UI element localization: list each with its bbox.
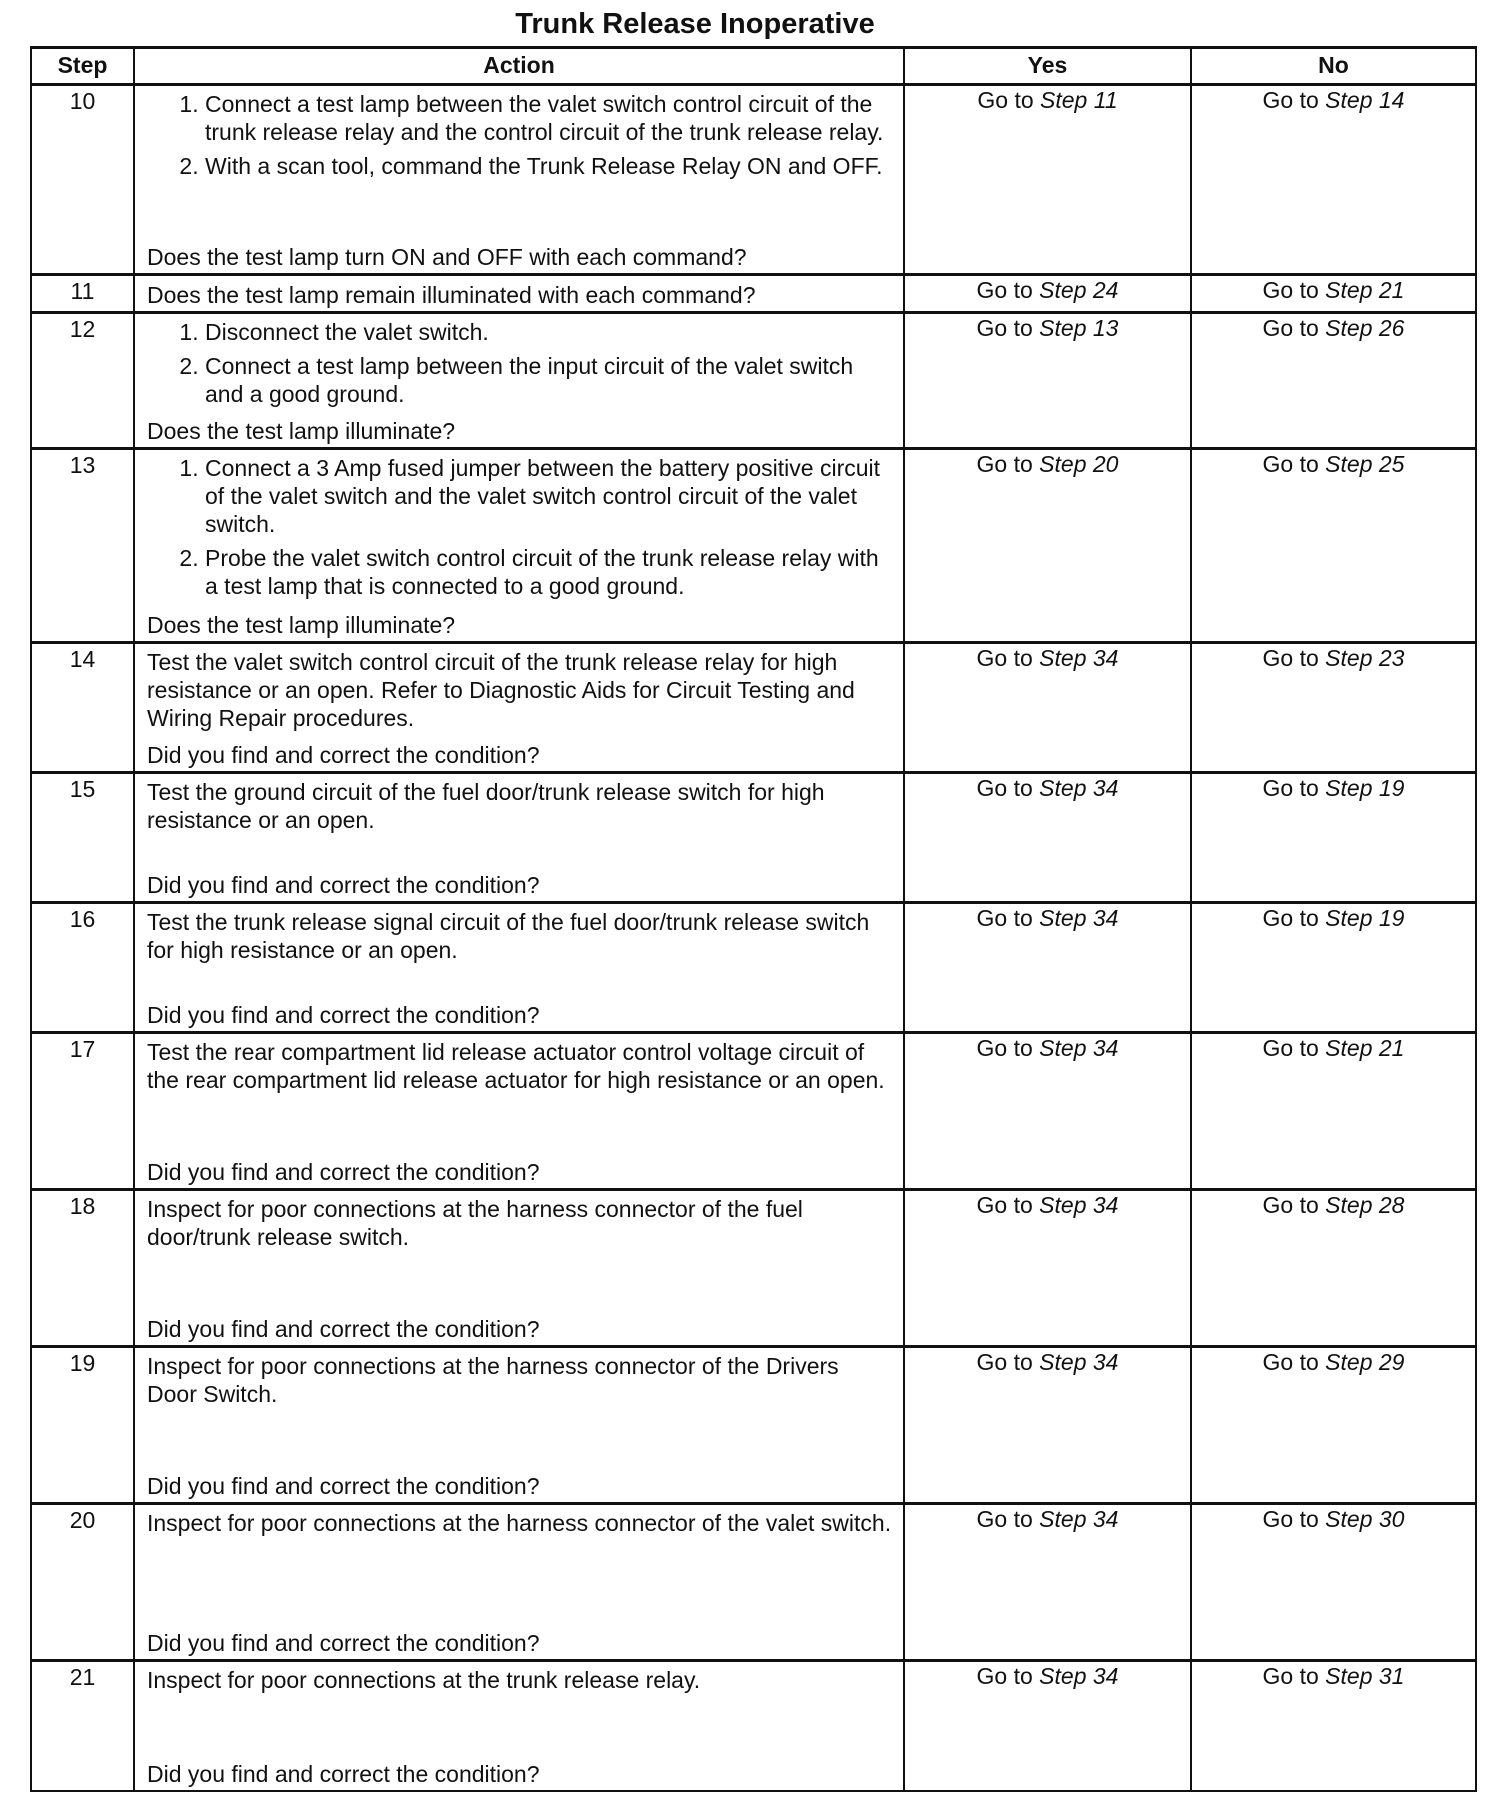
answer-no-cell (1191, 643, 1476, 773)
instruction-item: 1. Disconnect the valet switch. (205, 318, 893, 346)
goto-prefix: Go to (1262, 1192, 1319, 1218)
goto-prefix: Go to (1262, 1663, 1319, 1689)
action-cell (134, 313, 904, 449)
answer-no-cell (1191, 313, 1476, 449)
question-text: Did you find and correct the condition? (147, 872, 540, 898)
goto-prefix: Go to (976, 277, 1033, 303)
step-number: 21 (31, 1661, 134, 1791)
answer-yes-cell (904, 903, 1191, 1033)
goto-step-link[interactable]: Step 29 (1325, 1349, 1405, 1375)
instruction-list (147, 454, 893, 600)
goto-step-link[interactable]: Step 34 (1039, 1506, 1119, 1532)
diagnostic-table (30, 46, 1477, 1792)
goto-prefix: Go to (976, 775, 1033, 801)
action-cell (134, 1347, 904, 1504)
goto-prefix: Go to (976, 1349, 1033, 1375)
header-no: No (1191, 48, 1476, 85)
action-text: Test the ground circuit of the fuel door/trunk release switch for high resistance or an open. (147, 779, 825, 833)
goto-step-link[interactable]: Step 34 (1039, 1035, 1119, 1061)
answer-no-cell (1191, 1190, 1476, 1347)
goto-prefix: Go to (1262, 645, 1319, 671)
goto-step-link[interactable]: Step 34 (1039, 775, 1119, 801)
table-row (31, 643, 1476, 773)
goto-prefix: Go to (976, 1035, 1033, 1061)
action-text: Inspect for poor connections at the harness connector of the valet switch. (147, 1510, 892, 1536)
goto-prefix: Go to (976, 645, 1033, 671)
goto-prefix: Go to (1262, 1506, 1319, 1532)
table-body (31, 85, 1476, 1791)
goto-prefix: Go to (976, 905, 1033, 931)
action-cell (134, 1033, 904, 1190)
instruction-item: 2. With a scan tool, command the Trunk Release Relay ON and OFF. (205, 152, 893, 180)
step-number: 10 (31, 85, 134, 275)
table-row (31, 275, 1476, 313)
answer-no-cell (1191, 275, 1476, 313)
goto-step-link[interactable]: Step 25 (1325, 451, 1405, 477)
goto-step-link[interactable]: Step 30 (1325, 1506, 1405, 1532)
action-cell (134, 449, 904, 643)
instruction-item: 2. Connect a test lamp between the input circuit of the valet switch and a good ground. (205, 352, 893, 408)
goto-prefix: Go to (1262, 775, 1319, 801)
question-text: Does the test lamp illuminate? (147, 418, 456, 444)
step-number: 13 (31, 449, 134, 643)
action-text: Inspect for poor connections at the harness connector of the fuel door/trunk release switch. (147, 1196, 803, 1250)
goto-step-link[interactable]: Step 21 (1325, 277, 1405, 303)
goto-step-link[interactable]: Step 20 (1039, 451, 1119, 477)
instruction-item: 1. Connect a test lamp between the valet switch control circuit of the trunk release relay and the control circuit of the trunk release relay. (205, 90, 893, 146)
table-row (31, 903, 1476, 1033)
goto-prefix: Go to (1262, 87, 1319, 113)
question-text: Did you find and correct the condition? (147, 1316, 540, 1342)
goto-step-link[interactable]: Step 34 (1039, 1192, 1119, 1218)
question-text: Does the test lamp turn ON and OFF with each command? (147, 244, 747, 270)
action-cell (134, 643, 904, 773)
goto-prefix: Go to (1262, 315, 1319, 341)
answer-yes-cell (904, 1033, 1191, 1190)
action-cell (134, 1504, 904, 1661)
table-row (31, 449, 1476, 643)
step-number: 16 (31, 903, 134, 1033)
action-text: Test the trunk release signal circuit of the fuel door/trunk release switch for high resistance or an open. (147, 909, 870, 963)
goto-prefix: Go to (1262, 1035, 1319, 1061)
question-text: Does the test lamp remain illuminated with each command? (147, 282, 756, 308)
goto-step-link[interactable]: Step 34 (1039, 905, 1119, 931)
table-row (31, 773, 1476, 903)
answer-no-cell (1191, 773, 1476, 903)
action-cell (134, 903, 904, 1033)
answer-no-cell (1191, 903, 1476, 1033)
answer-no-cell (1191, 1347, 1476, 1504)
goto-step-link[interactable]: Step 28 (1325, 1192, 1405, 1218)
question-text: Does the test lamp illuminate? (147, 612, 456, 638)
goto-step-link[interactable]: Step 19 (1325, 775, 1405, 801)
header-action: Action (134, 48, 904, 85)
goto-step-link[interactable]: Step 14 (1325, 87, 1405, 113)
table-row (31, 1661, 1476, 1791)
step-number: 18 (31, 1190, 134, 1347)
question-text: Did you find and correct the condition? (147, 1630, 540, 1656)
answer-no-cell (1191, 1661, 1476, 1791)
action-text: Inspect for poor connections at the trunk release relay. (147, 1667, 701, 1693)
action-cell (134, 1190, 904, 1347)
question-text: Did you find and correct the condition? (147, 1002, 540, 1028)
goto-prefix: Go to (977, 87, 1034, 113)
step-number: 14 (31, 643, 134, 773)
answer-yes-cell (904, 1504, 1191, 1661)
goto-step-link[interactable]: Step 23 (1325, 645, 1405, 671)
goto-step-link[interactable]: Step 34 (1039, 645, 1119, 671)
step-number: 17 (31, 1033, 134, 1190)
action-text: Inspect for poor connections at the harness connector of the Drivers Door Switch. (147, 1353, 839, 1407)
answer-yes-cell (904, 773, 1191, 903)
goto-prefix: Go to (976, 315, 1033, 341)
table-header-row (31, 48, 1476, 85)
action-cell (134, 275, 904, 313)
answer-yes-cell (904, 449, 1191, 643)
table-row (31, 313, 1476, 449)
action-cell (134, 85, 904, 275)
goto-prefix: Go to (976, 451, 1033, 477)
page-title: Trunk Release Inoperative (515, 8, 875, 40)
answer-yes-cell (904, 1347, 1191, 1504)
answer-yes-cell (904, 1190, 1191, 1347)
action-text: Test the valet switch control circuit of the trunk release relay for high resistance or an open. Refer to Diagnostic Aids for Circuit Testing and Wiring Repair procedures. (147, 649, 855, 731)
goto-prefix: Go to (976, 1192, 1033, 1218)
header-step: Step (31, 48, 134, 85)
action-cell (134, 773, 904, 903)
header-yes: Yes (904, 48, 1191, 85)
question-text: Did you find and correct the condition? (147, 742, 540, 768)
answer-yes-cell (904, 85, 1191, 275)
answer-yes-cell (904, 643, 1191, 773)
goto-step-link[interactable]: Step 26 (1325, 315, 1405, 341)
goto-step-link[interactable]: Step 34 (1039, 1349, 1119, 1375)
answer-no-cell (1191, 1504, 1476, 1661)
question-text: Did you find and correct the condition? (147, 1159, 540, 1185)
action-text: Test the rear compartment lid release actuator control voltage circuit of the rear compartment lid release actuator for high resistance or an open. (147, 1039, 885, 1093)
action-cell (134, 1661, 904, 1791)
table-row (31, 1190, 1476, 1347)
question-text: Did you find and correct the condition? (147, 1760, 540, 1787)
step-number: 19 (31, 1347, 134, 1504)
goto-step-link[interactable]: Step 21 (1325, 1035, 1405, 1061)
answer-no-cell (1191, 1033, 1476, 1190)
goto-prefix: Go to (976, 1506, 1033, 1532)
answer-yes-cell (904, 275, 1191, 313)
instruction-item: 2. Probe the valet switch control circuit of the trunk release relay with a test lamp that is connected to a good ground. (205, 544, 893, 600)
goto-step-link[interactable]: Step 24 (1039, 277, 1119, 303)
goto-step-link[interactable]: Step 31 (1325, 1663, 1405, 1689)
table-row (31, 1347, 1476, 1504)
goto-step-link[interactable]: Step 19 (1325, 905, 1405, 931)
answer-yes-cell (904, 1661, 1191, 1791)
answer-no-cell (1191, 449, 1476, 643)
step-number: 12 (31, 313, 134, 449)
goto-step-link[interactable]: Step 34 (1039, 1663, 1119, 1689)
goto-prefix: Go to (1262, 451, 1319, 477)
table-row (31, 1033, 1476, 1190)
goto-prefix: Go to (1262, 905, 1319, 931)
step-number: 11 (31, 275, 134, 313)
goto-prefix: Go to (1262, 277, 1319, 303)
step-number: 20 (31, 1504, 134, 1661)
table-row (31, 1504, 1476, 1661)
goto-prefix: Go to (976, 1663, 1033, 1689)
question-text: Did you find and correct the condition? (147, 1473, 540, 1499)
answer-no-cell (1191, 85, 1476, 275)
answer-yes-cell (904, 313, 1191, 449)
step-number: 15 (31, 773, 134, 903)
goto-step-link[interactable]: Step 11 (1040, 87, 1118, 113)
instruction-item: 1. Connect a 3 Amp fused jumper between the battery positive circuit of the valet switch and the valet switch control circuit of the valet switch. (205, 454, 893, 538)
instruction-list (147, 318, 893, 408)
instruction-list (147, 90, 893, 180)
table-row (31, 85, 1476, 275)
goto-prefix: Go to (1262, 1349, 1319, 1375)
goto-step-link[interactable]: Step 13 (1039, 315, 1119, 341)
